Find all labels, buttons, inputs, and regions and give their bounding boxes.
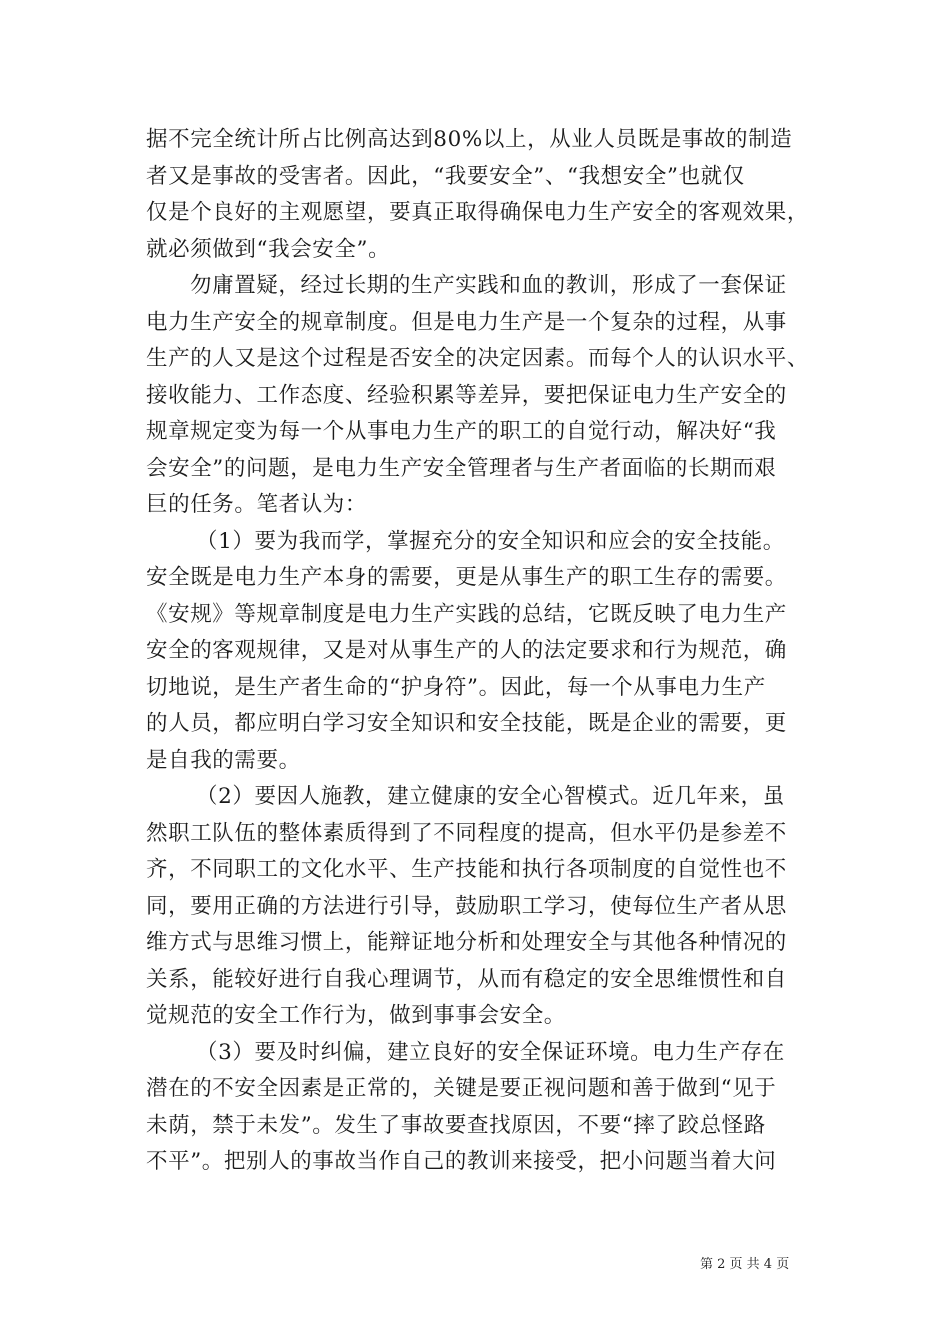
text-line: 是自我的需要。 bbox=[146, 748, 301, 773]
paragraph-start-line: 勿庸置疑，经过长期的生产实践和血的教训，形成了一套保证 bbox=[190, 273, 787, 298]
text-line: 维方式与思维习惯上，能辩证地分析和处理安全与其他各种情况的 bbox=[146, 930, 787, 955]
text-line: 安全的客观规律，又是对从事生产的人的法定要求和行为规范，确 bbox=[146, 638, 787, 663]
text-line: 会安全”的问题，是电力生产安全管理者与生产者面临的长期而艰 bbox=[146, 456, 777, 481]
list-item-2-start-line: （2）要因人施教，建立健康的安全心智模式。近几年来，虽 bbox=[196, 784, 785, 809]
text-line: 规章规定变为每一个从事电力生产的职工的自觉行动，解决好“我 bbox=[146, 419, 777, 444]
list-item-1-start-line: （1）要为我而学，掌握充分的安全知识和应会的安全技能。 bbox=[196, 529, 785, 554]
page-number-footer: 第 2 页 共 4 页 bbox=[700, 1257, 790, 1272]
text-line: 者又是事故的受害者。因此，“我要安全”、“我想安全”也就仅 bbox=[146, 164, 745, 189]
text-line: 同，要用正确的方法进行引导，鼓励职工学习，使每位生产者从思 bbox=[146, 894, 787, 919]
text-line: 巨的任务。笔者认为： bbox=[146, 492, 368, 517]
text-line: 潜在的不安全因素是正常的，关键是要正视问题和善于做到“见于 bbox=[146, 1076, 777, 1101]
text-line: 仅是个良好的主观愿望，要真正取得确保电力生产安全的客观效果， bbox=[146, 200, 810, 225]
text-line: 觉规范的安全工作行为，做到事事会安全。 bbox=[146, 1003, 566, 1028]
text-line: 据不完全统计所占比例高达到80%以上，从业人员既是事故的制造 bbox=[146, 127, 793, 152]
list-item-3-start-line: （3）要及时纠偏，建立良好的安全保证环境。电力生产存在 bbox=[196, 1040, 785, 1065]
text-line: 安全既是电力生产本身的需要，更是从事生产的职工生存的需要。 bbox=[146, 565, 787, 590]
text-line: 然职工队伍的整体素质得到了不同程度的提高，但水平仍是参差不 bbox=[146, 821, 787, 846]
text-line: 接收能力、工作态度、经验积累等差异，要把保证电力生产安全的 bbox=[146, 383, 787, 408]
text-line: 生产的人又是这个过程是否安全的决定因素。而每个人的认识水平、 bbox=[146, 346, 810, 371]
text-line: 切地说，是生产者生命的“护身符”。因此，每一个从事电力生产 bbox=[146, 675, 766, 700]
text-line: 的人员，都应明白学习安全知识和安全技能，既是企业的需要，更 bbox=[146, 711, 787, 736]
text-line: 就必须做到“我会安全”。 bbox=[146, 237, 391, 262]
text-line: 不平”。把别人的事故当作自己的教训来接受，把小问题当着大问 bbox=[146, 1149, 777, 1174]
text-line: 齐，不同职工的文化水平、生产技能和执行各项制度的自觉性也不 bbox=[146, 857, 787, 882]
text-line: 未荫，禁于未发”。发生了事故要查找原因，不要“摔了跤总怪路 bbox=[146, 1113, 766, 1138]
text-line: 关系，能较好进行自我心理调节，从而有稳定的安全思维惯性和自 bbox=[146, 967, 787, 992]
text-line: 《安规》等规章制度是电力生产实践的总结，它既反映了电力生产 bbox=[146, 602, 787, 627]
text-line: 电力生产安全的规章制度。但是电力生产是一个复杂的过程，从事 bbox=[146, 310, 787, 335]
